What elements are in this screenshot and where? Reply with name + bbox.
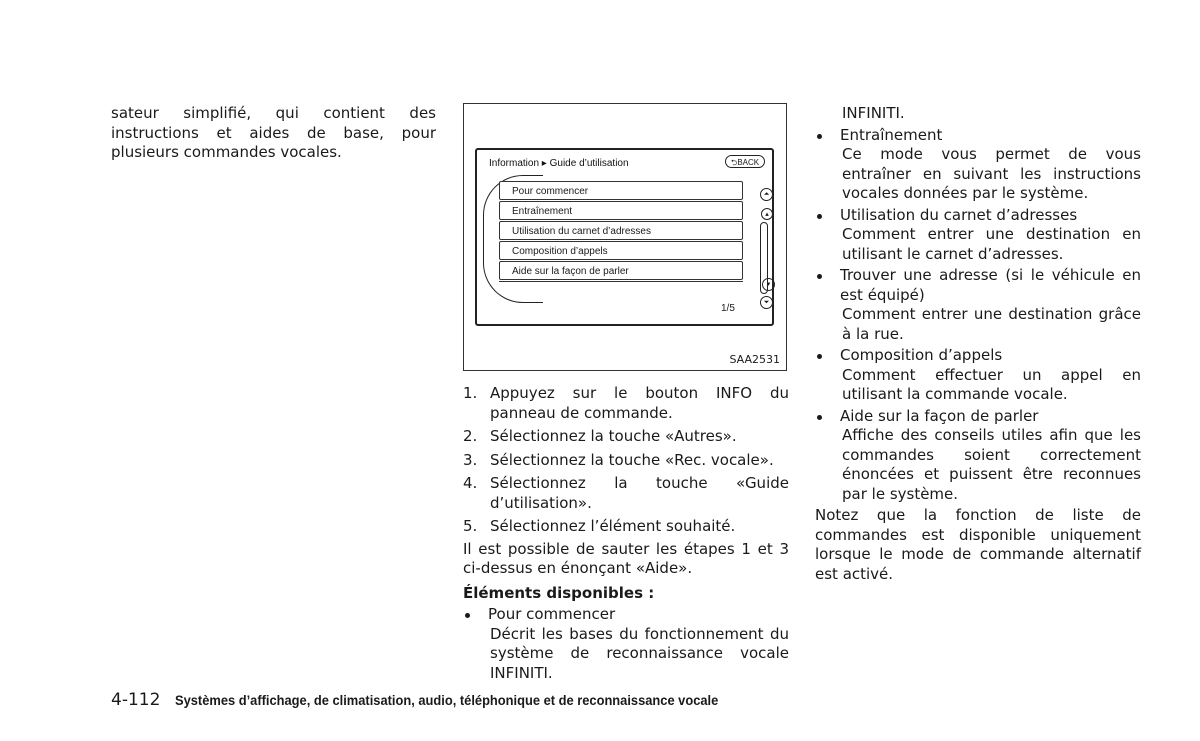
- step-number: 1.: [463, 384, 478, 402]
- bullet-dot-icon: [815, 206, 840, 226]
- bullet-title: Entraînement: [840, 125, 943, 144]
- bullet-dot-icon: [815, 346, 840, 366]
- bullet-item: [815, 346, 1141, 366]
- continued-paragraph: sateur simplifié, qui contient des instructions et aides de base, pour plusieurs commandes vocales.: [111, 104, 436, 161]
- menu-list: [499, 181, 761, 300]
- step-number: 3.: [463, 450, 478, 469]
- step-text: Sélectionnez la touche «Guide d’utilisation».: [490, 474, 789, 512]
- available-heading: Éléments disponibles :: [463, 583, 655, 602]
- page-down-icon[interactable]: ⏷: [760, 296, 773, 309]
- menu-item-pour-commencer[interactable]: Pour commencer: [499, 181, 743, 200]
- desc-continuation: INFINITI.: [842, 104, 905, 122]
- bullet-item: [815, 407, 1141, 427]
- step-text: Sélectionnez la touche «Autres».: [490, 427, 737, 445]
- bullet-dot-icon: [815, 266, 840, 305]
- bullet-title: Pour commencer: [488, 605, 616, 623]
- scroll-down-icon[interactable]: ▾: [762, 278, 775, 291]
- skip-note: Il est possible de sauter les étapes 1 et 3 ci-dessus en énonçant «Aide».: [463, 539, 789, 577]
- step-text: Appuyez sur le bouton INFO du panneau de commande.: [490, 384, 789, 422]
- back-arrow-icon: ⮌: [730, 158, 738, 167]
- closing-note: Notez que la fonction de liste de commandes est disponible uniquement lorsque le mode de commande alternatif est activé.: [815, 506, 1141, 583]
- bullet-description: Comment entrer une destination en utilisant le carnet d’adresses.: [842, 225, 1141, 263]
- bullet-item: [463, 605, 789, 625]
- page-footer: [111, 690, 766, 710]
- bullet-title: Aide sur la façon de parler: [840, 406, 1039, 425]
- scroll-up-icon[interactable]: ▴: [761, 208, 773, 220]
- bullet-description: Ce mode vous permet de vous entraîner en suivant les instructions vocales données par le système.: [842, 145, 1141, 202]
- menu-item-aide-parler[interactable]: Aide sur la façon de parler: [499, 261, 743, 280]
- step-number: 5.: [463, 517, 478, 535]
- bullet-dot-icon: [815, 126, 840, 146]
- bullet-description: Comment effectuer un appel en utilisant la commande vocale.: [842, 365, 1141, 403]
- step-text: Sélectionnez l’élément souhaité.: [490, 517, 736, 535]
- bullet-description: Décrit les bases du fonctionnement du système de reconnaissance vocale INFINITI.: [490, 624, 789, 682]
- step-item: [463, 384, 789, 423]
- back-button[interactable]: [725, 155, 765, 168]
- screen-title: Information ▸ Guide d’utilisation: [489, 158, 629, 169]
- step-item: [463, 427, 789, 447]
- menu-item-entrainement[interactable]: Entraînement: [499, 201, 743, 220]
- bullet-title: Composition d’appels: [840, 346, 1003, 364]
- bullet-item: [815, 266, 1141, 305]
- menu-item-composition-appels[interactable]: Composition d’appels: [499, 241, 743, 260]
- step-item: [463, 517, 789, 537]
- page-indicator: 1/5: [721, 303, 735, 314]
- left-column: [111, 104, 436, 163]
- back-label: BACK: [737, 158, 760, 167]
- figure-code: SAA2531: [729, 353, 780, 366]
- bullet-title: Utilisation du carnet d’adresses: [840, 205, 1078, 224]
- bullet-item: [815, 206, 1141, 226]
- bullet-item: [815, 126, 1141, 146]
- step-number: 4.: [463, 474, 478, 492]
- bullet-dot-icon: [463, 605, 488, 625]
- bullet-description: Affiche des conseils utiles afin que les commandes soient correctement énoncées et puissent être reconnues par le système.: [842, 426, 1141, 503]
- display-screen: [475, 148, 774, 326]
- menu-empty-row: [499, 281, 743, 300]
- step-text: Sélectionnez la touche «Rec. vocale».: [490, 450, 774, 469]
- steps-section: [463, 384, 789, 682]
- right-column: [815, 104, 1141, 584]
- step-item: [463, 451, 789, 471]
- page-number: 4-112: [111, 690, 161, 710]
- chapter-title: Systèmes d’affichage, de climatisation, audio, téléphonique et de reconnaissance vocale: [175, 692, 719, 708]
- bullet-title: Trouver une adresse (si le véhicule en est équipé): [840, 266, 1141, 304]
- bullet-dot-icon: [815, 407, 840, 427]
- page-up-icon[interactable]: ⏶: [760, 188, 773, 201]
- step-item: [463, 474, 789, 513]
- bullet-description: Comment entrer une destination grâce à la rue.: [842, 305, 1141, 343]
- screen-figure: [463, 103, 787, 371]
- menu-item-carnet-adresses[interactable]: Utilisation du carnet d’adresses: [499, 221, 743, 240]
- step-number: 2.: [463, 427, 478, 445]
